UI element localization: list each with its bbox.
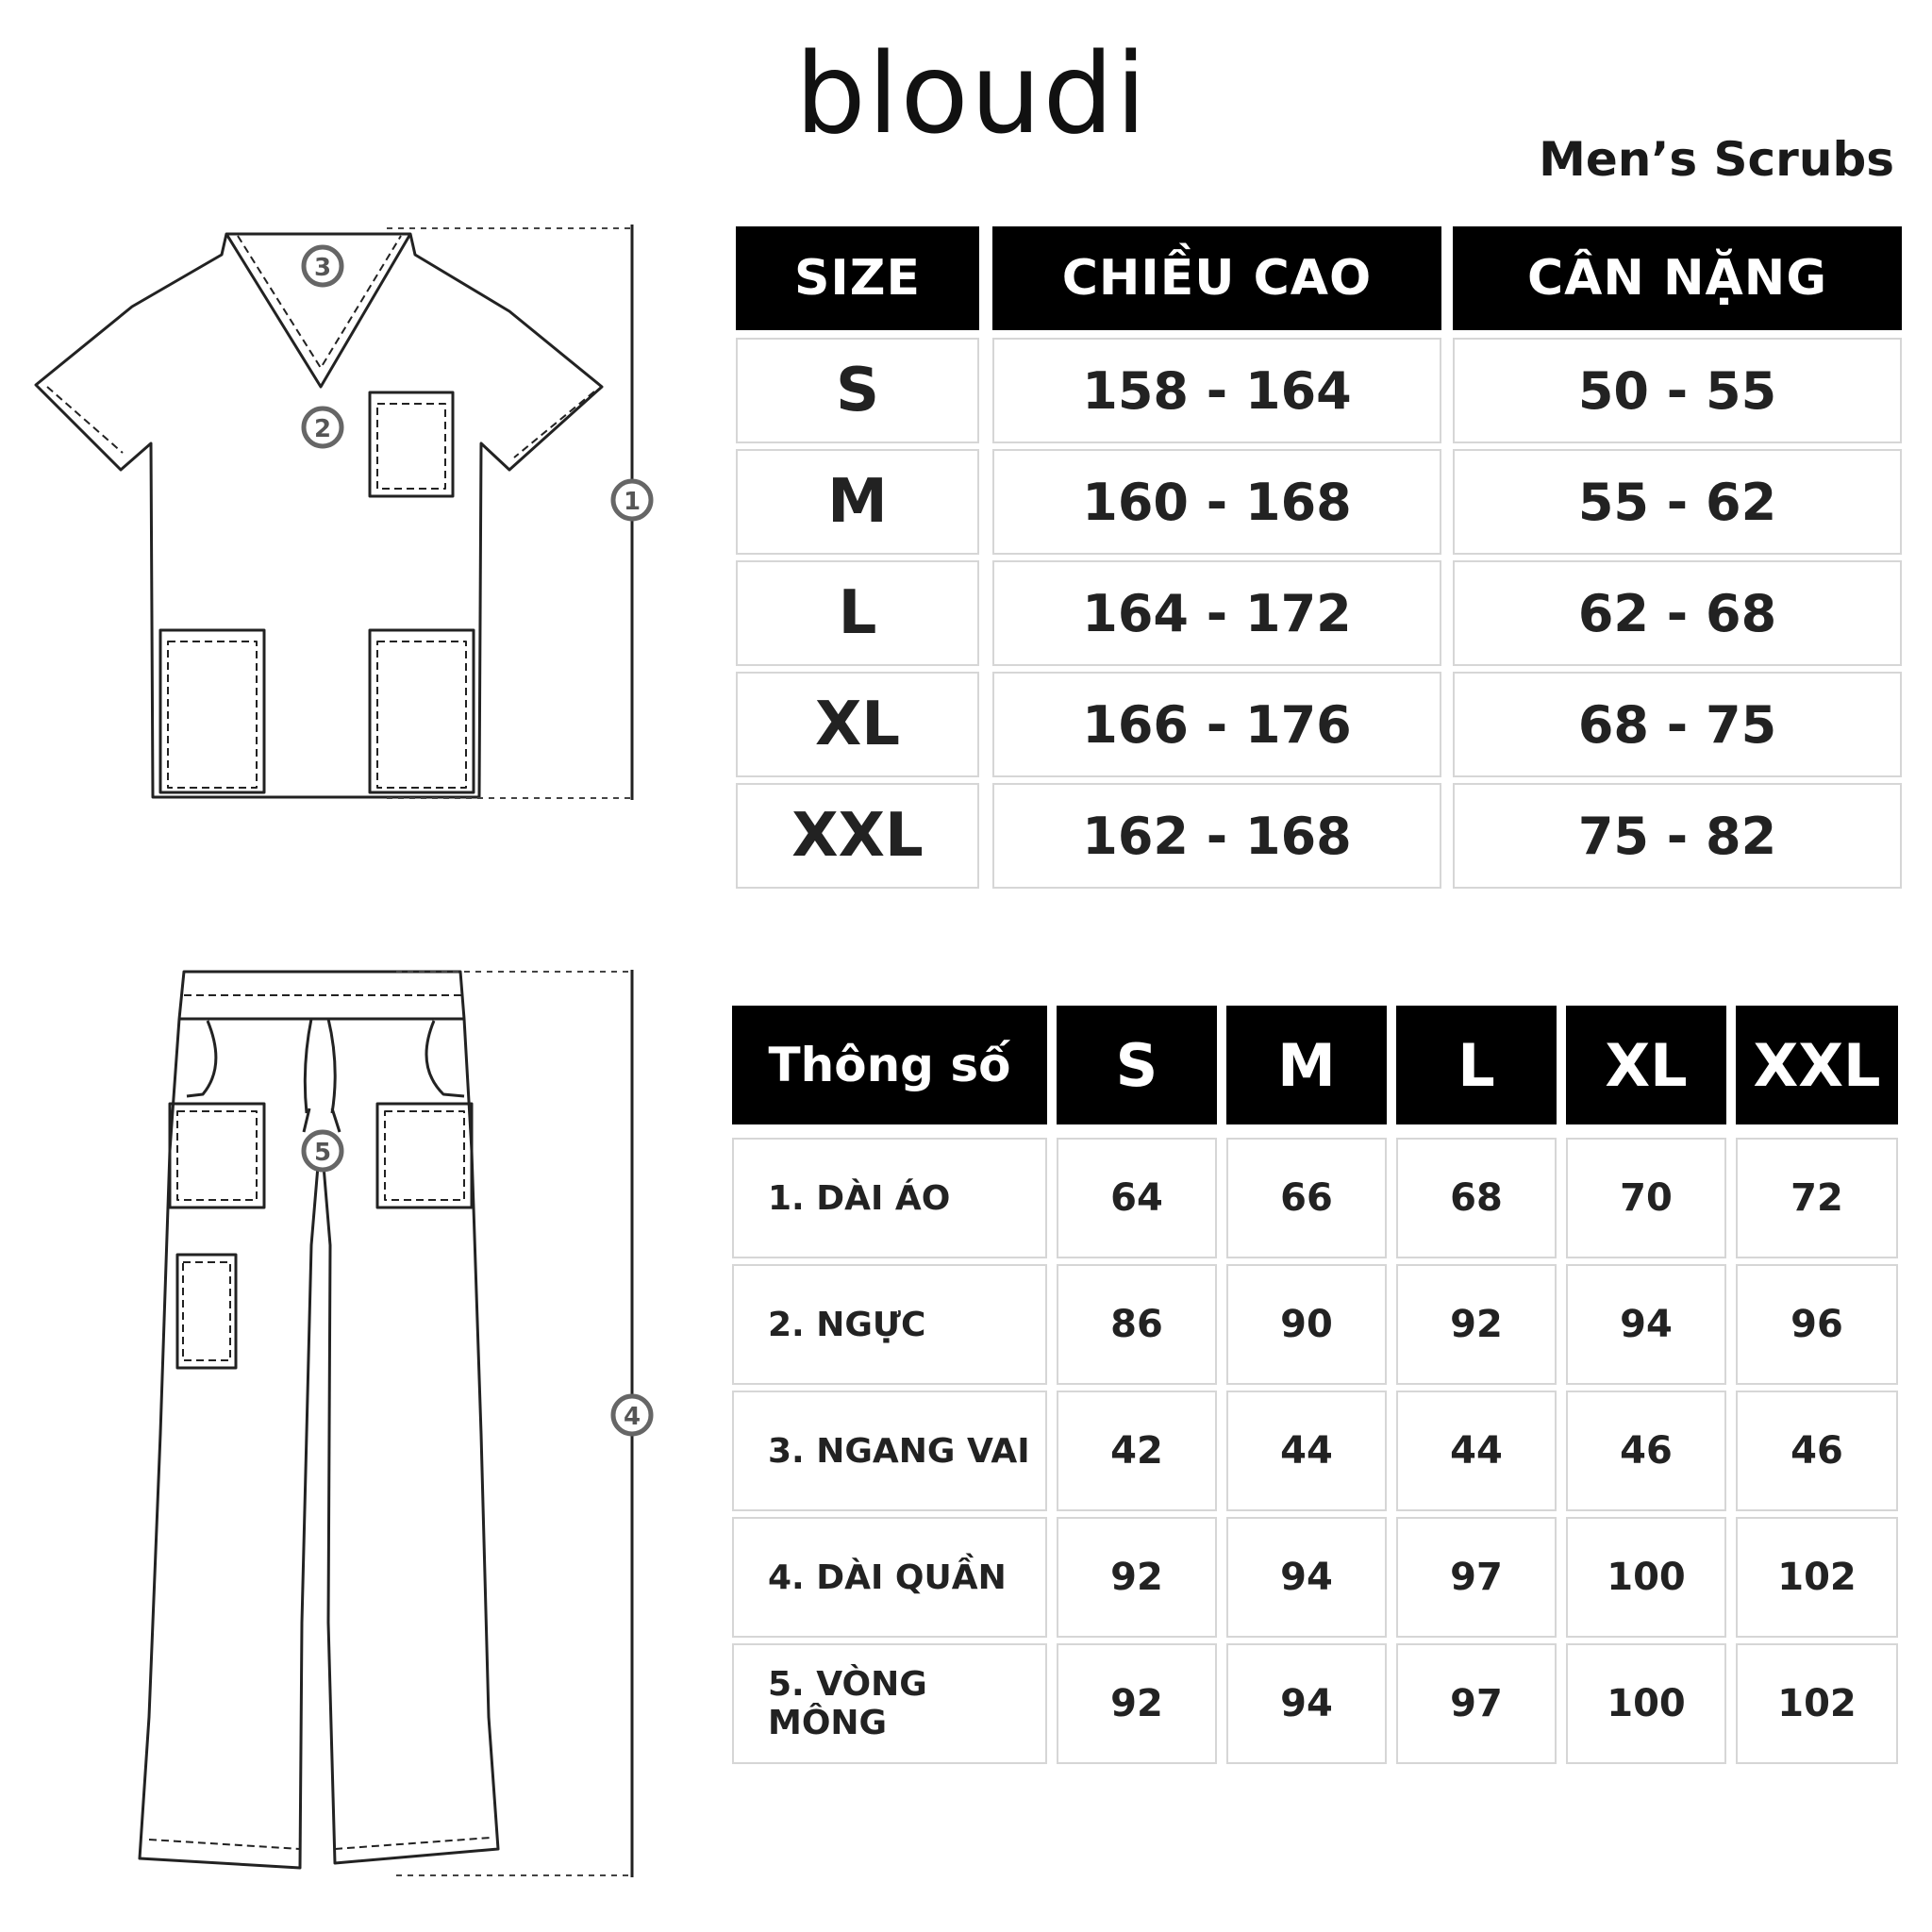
marker-4	[613, 1396, 651, 1434]
brand-logo: bloudi	[794, 28, 1149, 158]
spec-table-cell: 102	[1736, 1643, 1898, 1764]
spec-table-cell: 92	[1057, 1643, 1217, 1764]
size-table-cell: 68 - 75	[1453, 672, 1902, 777]
size-table-cell: 158 - 164	[992, 338, 1441, 443]
marker-3-label: 3	[313, 254, 332, 282]
spec-table-row-label: 1. DÀI ÁO	[732, 1138, 1047, 1258]
marker-1-label: 1	[623, 488, 641, 516]
size-table-cell: 164 - 172	[992, 560, 1441, 666]
marker-2	[304, 408, 341, 446]
spec-table-header: Thông số	[732, 1006, 1047, 1124]
shirt-illustration	[28, 217, 689, 877]
marker-1	[613, 481, 651, 519]
spec-table-cell: 97	[1396, 1517, 1557, 1638]
spec-table-cell: 96	[1736, 1264, 1898, 1385]
spec-table-header: L	[1396, 1006, 1557, 1124]
spec-table-cell: 66	[1226, 1138, 1387, 1258]
size-table-cell: L	[736, 560, 979, 666]
spec-table-cell: 94	[1566, 1264, 1726, 1385]
spec-table-cell: 92	[1396, 1264, 1557, 1385]
spec-table-cell: 90	[1226, 1264, 1387, 1385]
size-table-cell: 162 - 168	[992, 783, 1441, 889]
size-table-cell: 75 - 82	[1453, 783, 1902, 889]
spec-table-cell: 102	[1736, 1517, 1898, 1638]
spec-table-cell: 92	[1057, 1517, 1217, 1638]
size-table-cell: XXL	[736, 783, 979, 889]
spec-table-cell: 42	[1057, 1391, 1217, 1511]
spec-table-cell: 94	[1226, 1643, 1387, 1764]
spec-table-cell: 86	[1057, 1264, 1217, 1385]
spec-table-cell: 72	[1736, 1138, 1898, 1258]
spec-table-cell: 100	[1566, 1517, 1726, 1638]
size-table-cell: XL	[736, 672, 979, 777]
spec-table-cell: 44	[1396, 1391, 1557, 1511]
size-table-cell: 55 - 62	[1453, 449, 1902, 555]
page-subtitle: Men’s Scrubs	[1539, 132, 1894, 187]
spec-table-row-label: 3. NGANG VAI	[732, 1391, 1047, 1511]
size-table-cell: 62 - 68	[1453, 560, 1902, 666]
size-table-cell: 160 - 168	[992, 449, 1441, 555]
spec-table-cell: 46	[1736, 1391, 1898, 1511]
spec-table-header: XL	[1566, 1006, 1726, 1124]
spec-table-row-label: 5. VÒNG MÔNG	[732, 1643, 1047, 1764]
size-table-header-size: SIZE	[736, 226, 979, 330]
spec-table-cell: 97	[1396, 1643, 1557, 1764]
spec-table-cell: 46	[1566, 1391, 1726, 1511]
size-table-header-height: CHIỀU CAO	[992, 226, 1441, 330]
marker-3	[304, 247, 341, 285]
marker-5	[304, 1132, 341, 1170]
size-table-header-weight: CÂN NẶNG	[1453, 226, 1902, 330]
marker-2-label: 2	[313, 415, 332, 443]
spec-table-header: M	[1226, 1006, 1387, 1124]
size-table-cell: S	[736, 338, 979, 443]
size-table-cell: M	[736, 449, 979, 555]
spec-table-cell: 100	[1566, 1643, 1726, 1764]
size-table-cell: 166 - 176	[992, 672, 1441, 777]
spec-table-header: S	[1057, 1006, 1217, 1124]
spec-table-cell: 64	[1057, 1138, 1217, 1258]
spec-table-header: XXL	[1736, 1006, 1898, 1124]
spec-table-cell: 68	[1396, 1138, 1557, 1258]
pants-illustration	[28, 962, 689, 1887]
spec-table-row-label: 2. NGỰC	[732, 1264, 1047, 1385]
spec-table-cell: 44	[1226, 1391, 1387, 1511]
spec-table-cell: 94	[1226, 1517, 1387, 1638]
marker-5-label: 5	[313, 1139, 332, 1167]
size-table-cell: 50 - 55	[1453, 338, 1902, 443]
spec-table-cell: 70	[1566, 1138, 1726, 1258]
marker-4-label: 4	[623, 1403, 641, 1431]
spec-table-row-label: 4. DÀI QUẦN	[732, 1517, 1047, 1638]
